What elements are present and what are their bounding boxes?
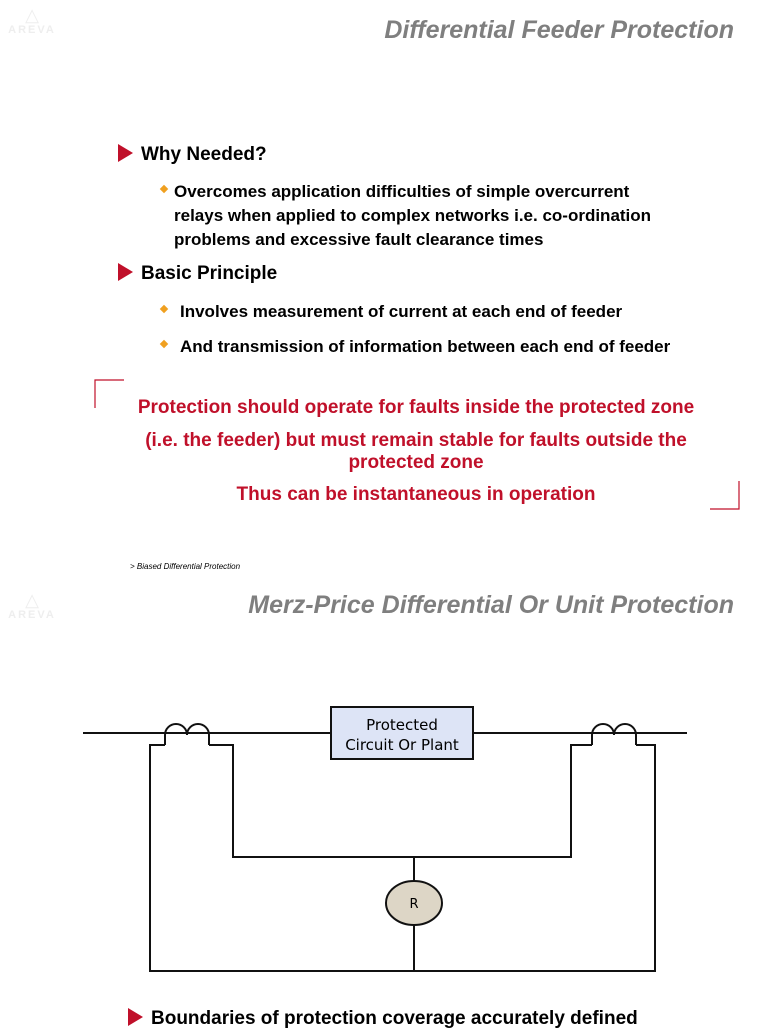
slide-title: Differential Feeder Protection [384, 16, 734, 44]
left-ct-icon [165, 724, 209, 745]
red-statement-line3: protected zone [348, 452, 484, 473]
right-ct-icon [592, 724, 636, 745]
box-label-line1: Protected [366, 716, 438, 734]
sub-bullet-transmission: And transmission of information between each end of feeder [180, 337, 671, 356]
areva-logo: △ AREVA [2, 591, 62, 621]
bullet-why-needed: Why Needed? [118, 144, 267, 166]
bullet-boundaries: Boundaries of protection coverage accurately defined [128, 1008, 638, 1030]
triangle-bullet-icon [128, 1008, 143, 1026]
areva-logo-icon: △ [25, 590, 39, 610]
sub-bullet-measurement: Involves measurement of current at each end of feeder [180, 302, 623, 321]
red-statement-instantaneous: Thus can be instantaneous in operation [236, 484, 596, 505]
inner-pilot-loop [209, 745, 592, 857]
red-statement-line2: (i.e. the feeder) but must remain stable for faults outside the [145, 430, 687, 451]
slide-footer: > Biased Differential Protection [130, 562, 241, 571]
areva-logo: △ AREVA [2, 6, 62, 36]
areva-logo-icon: △ [25, 5, 39, 25]
red-statement-line1: Protection should operate for faults inside the protected zone [137, 397, 695, 418]
slide-title: Merz-Price Differential Or Unit Protection [248, 591, 734, 619]
box-label-line2: Circuit Or Plant [345, 736, 459, 754]
sub-bullet-overcomes: Overcomes application difficulties of simple overcurrent relays when applied to complex networks i.e. co-ordination problems and excessive fault clearance times [174, 182, 652, 249]
relay-label: R [409, 897, 419, 912]
bullet-basic-principle: Basic Principle [118, 263, 277, 285]
